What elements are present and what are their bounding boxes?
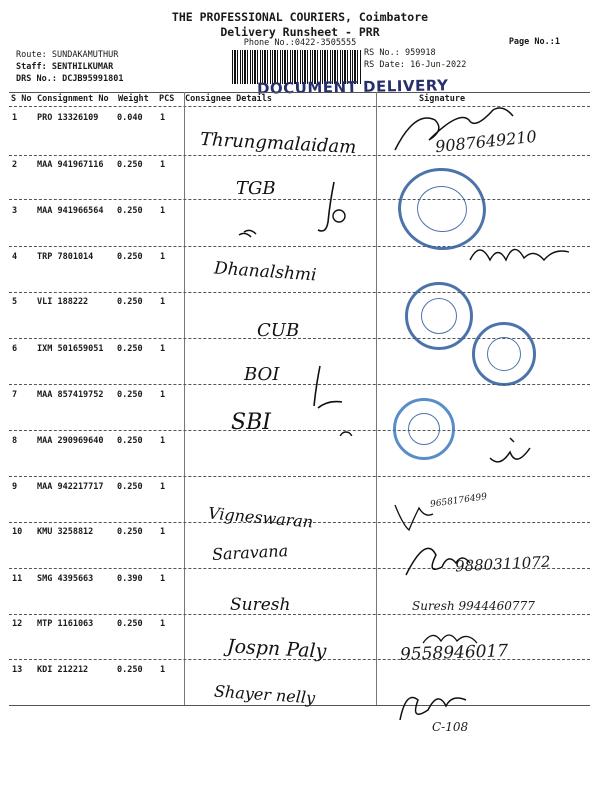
signature-row-8 — [480, 428, 540, 478]
row-pcs: 1 — [160, 113, 166, 123]
handwritten-consignee-2: TGB — [236, 178, 276, 199]
rs-date-label: RS Date: — [364, 60, 405, 70]
handwritten-consignee-13: Shayer nelly — [213, 681, 316, 708]
handwritten-consignee-6: BOI — [244, 364, 280, 385]
row-pcs: 1 — [160, 344, 166, 354]
rs-date-value: 16-Jun-2022 — [410, 60, 467, 70]
row-weight: 0.250 — [117, 436, 143, 446]
row-consignment-no: KDI 212212 — [37, 665, 89, 675]
row-divider — [9, 614, 590, 615]
drs-line — [16, 74, 124, 84]
row-consignment-no: PRO 13326109 — [37, 113, 99, 123]
row-sno: 6 — [12, 344, 18, 354]
rs-no-line — [364, 48, 436, 58]
row-weight: 0.250 — [117, 665, 143, 675]
row-sno: 13 — [12, 665, 23, 675]
row-sno: 12 — [12, 619, 23, 629]
page-number: Page No.:1 — [508, 37, 560, 47]
row-pcs: 1 — [160, 297, 166, 307]
row-weight: 0.250 — [117, 206, 143, 216]
row-pcs: 1 — [160, 252, 166, 262]
row-pcs: 1 — [160, 482, 166, 492]
rs-no-value: 959918 — [404, 48, 436, 58]
drs-value: DCJB95991801 — [62, 74, 124, 84]
row-pcs: 1 — [160, 390, 166, 400]
handwritten-ditto-marks — [236, 176, 376, 436]
handwritten-consignee-7: SBI — [231, 410, 271, 435]
row-weight: 0.250 — [117, 297, 143, 307]
row-sno: 11 — [12, 574, 23, 584]
row-consignment-no: MAA 941967116 — [37, 160, 104, 170]
row-sno: 3 — [12, 206, 18, 216]
row-weight: 0.250 — [117, 390, 143, 400]
row-consignment-no: KMU 3258812 — [37, 527, 94, 537]
row-pcs: 1 — [160, 160, 166, 170]
row-weight: 0.250 — [117, 252, 143, 262]
col-weight: Weight — [118, 94, 149, 104]
row-sno: 4 — [12, 252, 18, 262]
phone-number: Phone No.:0422-3505555 — [243, 38, 357, 48]
handwritten-consignee-11: Suresh — [230, 595, 291, 615]
bank-stamp-sbi — [393, 398, 455, 460]
row-sno: 7 — [12, 390, 18, 400]
row-weight: 0.390 — [117, 574, 143, 584]
signature-phone-12: 9558946017 — [399, 641, 509, 665]
signature-note-13: C-108 — [432, 720, 469, 734]
staff-line — [16, 62, 113, 72]
row-weight: 0.250 — [117, 482, 143, 492]
runsheet-title: Delivery Runsheet - PRR — [220, 25, 380, 39]
row-sno: 10 — [12, 527, 23, 537]
row-sno: 8 — [12, 436, 18, 446]
col-signature: Signature — [419, 94, 466, 104]
row-consignment-no: IXM 501659051 — [37, 344, 104, 354]
route-label: Route: — [16, 50, 47, 60]
handwritten-consignee-4: Dhanalshmi — [213, 258, 318, 286]
col-pcs: PCS — [159, 94, 175, 104]
rs-date-line — [364, 60, 466, 70]
company-title: THE PROFESSIONAL COURIERS, Coimbatore — [171, 10, 429, 24]
row-consignment-no: MAA 942217717 — [37, 482, 104, 492]
bank-stamp-boi — [472, 322, 536, 386]
signature-phone-10: 9880311072 — [454, 552, 551, 576]
bank-stamp-cub — [405, 282, 473, 350]
row-consignment-no: TRP 7801014 — [37, 252, 94, 262]
row-sno: 9 — [12, 482, 18, 492]
row-consignment-no: MAA 290969640 — [37, 436, 104, 446]
handwritten-consignee-12: Jospn Paly — [226, 635, 327, 663]
handwritten-consignee-9: Vigneswaran — [207, 503, 314, 532]
row-sno: 1 — [12, 113, 18, 123]
row-weight: 0.250 — [117, 527, 143, 537]
row-pcs: 1 — [160, 665, 166, 675]
signature-row-11: Suresh 9944460777 — [412, 599, 535, 613]
row-weight: 0.250 — [117, 344, 143, 354]
drs-label: DRS No.: — [16, 74, 57, 84]
row-weight: 0.040 — [117, 113, 143, 123]
col-sno: S No — [11, 94, 32, 104]
row-pcs: 1 — [160, 436, 166, 446]
row-sno: 5 — [12, 297, 18, 307]
row-weight: 0.250 — [117, 160, 143, 170]
staff-value: SENTHILKUMAR — [51, 62, 114, 72]
document-delivery-stamp: DOCUMENT DELIVERY — [256, 76, 449, 98]
signature-phone-1: 9087649210 — [434, 126, 538, 157]
signature-row-4 — [465, 235, 575, 270]
row-consignment-no: MTP 1161063 — [37, 619, 94, 629]
row-pcs: 1 — [160, 206, 166, 216]
route-line — [16, 50, 118, 60]
row-consignment-no: MAA 857419752 — [37, 390, 104, 400]
col-consignment: Consignment No — [37, 94, 109, 104]
signature-phone-9: 9658176499 — [429, 492, 488, 510]
handwritten-consignee-10: Saravana — [211, 541, 289, 564]
row-pcs: 1 — [160, 574, 166, 584]
route-value: SUNDAKAMUTHUR — [51, 50, 119, 60]
handwritten-consignee-5: CUB — [257, 320, 300, 341]
row-pcs: 1 — [160, 527, 166, 537]
row-pcs: 1 — [160, 619, 166, 629]
row-consignment-no: VLI 188222 — [37, 297, 89, 307]
staff-label: Staff: — [16, 62, 47, 72]
rs-no-label: RS No.: — [364, 48, 400, 58]
col-consignee: Consignee Details — [185, 94, 272, 104]
row-weight: 0.250 — [117, 619, 143, 629]
row-consignment-no: MAA 941966564 — [37, 206, 104, 216]
handwritten-consignee-1: Thrungmalaidam — [199, 128, 357, 159]
row-consignment-no: SMG 4395663 — [37, 574, 94, 584]
row-sno: 2 — [12, 160, 18, 170]
